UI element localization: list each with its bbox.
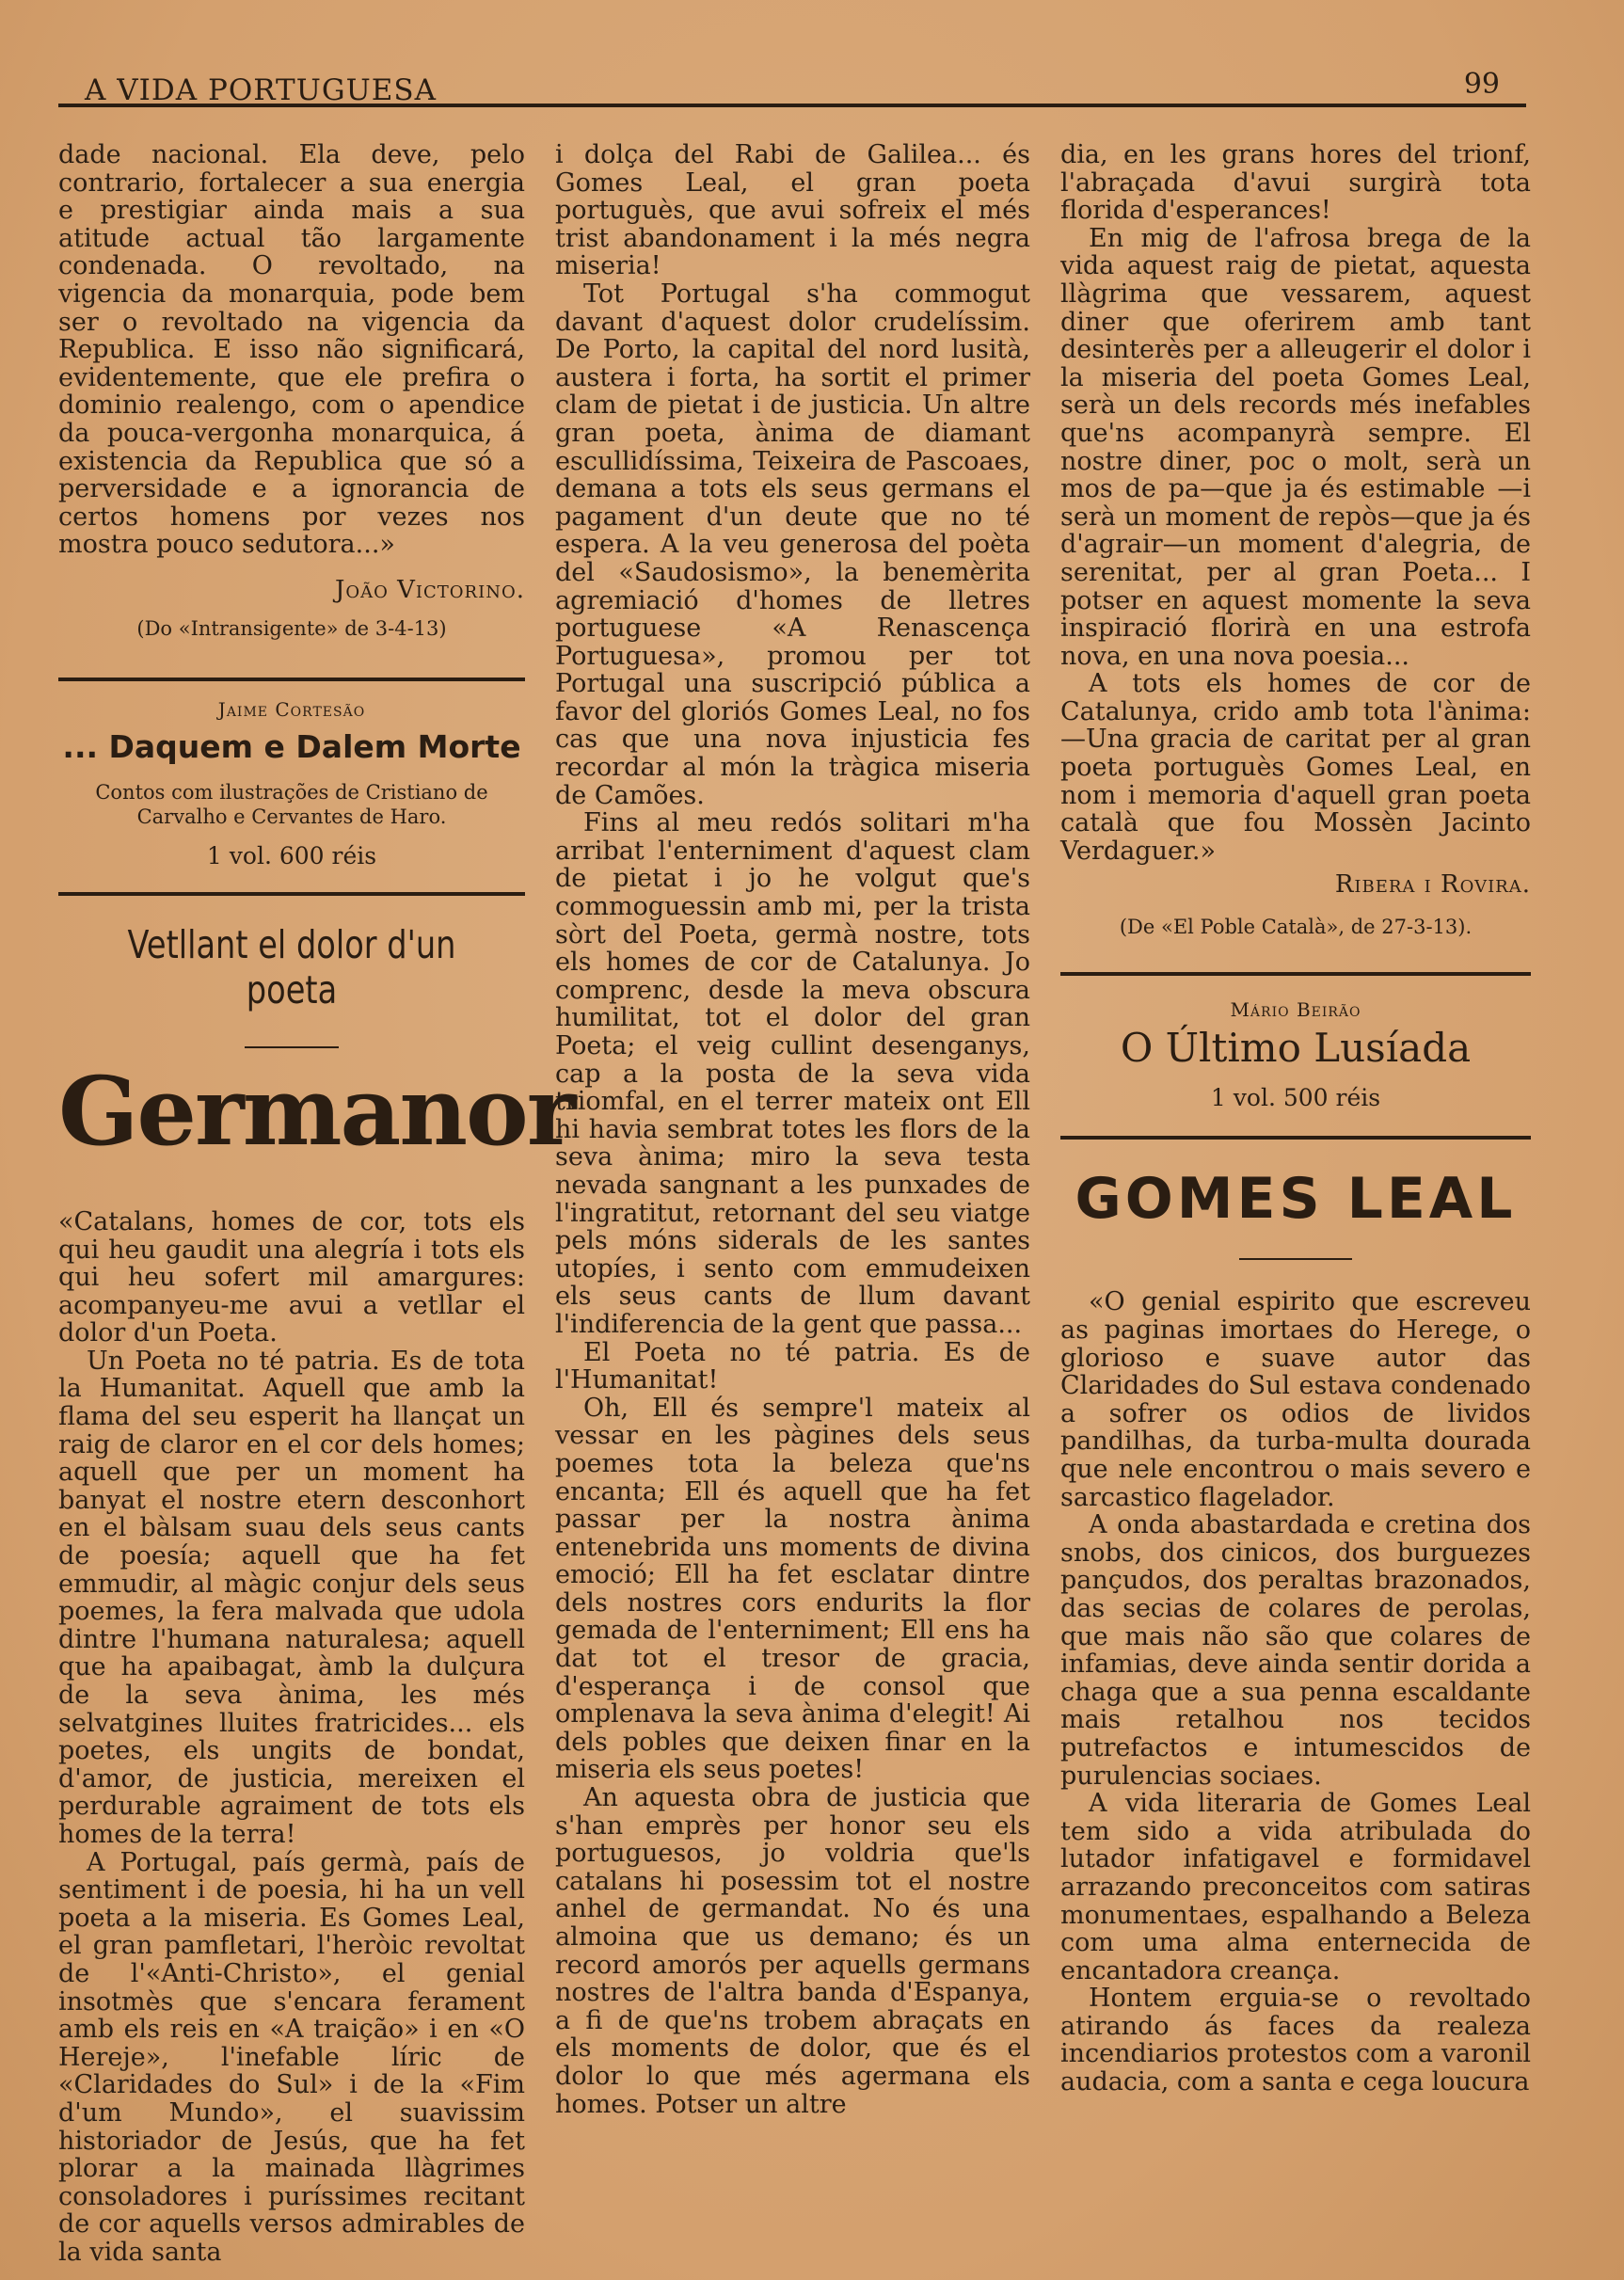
ad-book-title: O Último Lusíada [1120, 1025, 1472, 1072]
ad-price: 1 vol. 500 réis [1210, 1084, 1381, 1112]
divider [1060, 972, 1531, 976]
article-title: Germanor [58, 1055, 575, 1167]
source-note: (De «El Poble Català», de 27-3-13). [1119, 916, 1473, 939]
article-continuation: dade nacional. Ela deve, pelo contrario, fortalecer a sua energia e prestigiar ainda mais a sua atitude actual tão largamente condenada. O revoltado, na vigencia da monarquia, pode bem ser o revoltado na vigencia da Republica. E isso não significará, evidentemente, que ele prefira o dominio realengo, com o apendice da pouca-vergonha monarquica, á existencia da Republica que só a perversidade e a ignorancia de certos homens por vezes nos mostra pouco sedutora...» [58, 140, 525, 560]
source-note: (Do «Intransigente» de 3-4-13) [136, 616, 447, 640]
divider [1060, 1136, 1531, 1140]
magazine-title: A VIDA PORTUGUESA [85, 73, 437, 107]
page-header [58, 70, 1526, 107]
paragraph: Tot Portugal s'ha commogut davant d'aquest dolor crudelíssim. De Porto, la capital del nord lusità, austera i forta, ha sortit el primer clam de pietat i de justicia. Un altre gran poeta, ànima de diamant escullidíssima, Teixeira de Pascoaes, demana a tots els seus germans el pagament d'un deute que no té espera. A la veu generosa del poèta del «Saudosismo», la benemèrita agremiació d'homes de lletres portuguese «A Renascença Portuguesa», promou per tot Portugal una suscripció pública a favor del gloriós Gomes Leal, no fos cas que una nova injusticia fes recordar al món la tràgica miseria de Camões. [555, 279, 1030, 810]
paragraph: An aquesta obra de justicia que s'han emprès per honor seu els portuguesos, jo voldria que'ls catalans hi posessim tot el nostre anhel de germandat. No és una almoina que us demano; és un record amorós per aquells germans nostres de l'altra banda d'Espanya, a fi de que'ns trobem abraçats en els moments de dolor, que és el dolor lo que més agermana els homes. Potser un altre [555, 1783, 1030, 2119]
paragraph: A vida literaria de Gomes Leal tem sido a vida atribulada do lutador infatigavel e formidavel arrazando preconceitos com satiras monumentaes, espalhando a Beleza com uma alma enternecida de encantadora creança. [1060, 1789, 1531, 1985]
signature: Ribera i Rovira. [1334, 870, 1531, 900]
paragraph: Hontem erguia-se o revoltado atirando ás faces da realeza incendiarios protestos com a varonil audacia, com a santa e cega loucura [1060, 1984, 1531, 2097]
column-1 [58, 140, 575, 2267]
divider [58, 678, 525, 681]
article-title: GOMES LEAL [1075, 1166, 1517, 1233]
column-3 [1060, 141, 1531, 2097]
paragraph: El Poeta no té patria. Es de l'Humanitat! [555, 1337, 1030, 1395]
paragraph: dia, en les grans hores del trionf, l'abraçada d'avui surgirà tota florida d'esperances! [1060, 140, 1531, 226]
ad-book-title: ... Daquem e Dalem Morte [62, 727, 521, 765]
ad-author: Jaime Cortesão [217, 697, 366, 721]
column-2 [555, 141, 1030, 2118]
paragraph: Un Poeta no té patria. Es de tota la Humanitat. Aquell que amb la flama del seu esperit ha llançat un raig de claror en el cor dels homes; aquell que per un moment ha banyat el nostre etern desconhort en el bàlsam suau dels seus cants de poesía; aquell que ha fet emmudir, al màgic conjur dels seus poemes, la fera malvada que udola dintre l'humana naturalesa; aquell que ha apaibagat, àmb la dulçura de la seva ànima, les més selvatgines lluites fratricides... els poetes, els ungits de bondat, d'amor, de justicia, mereixen el perdurable agraiment de tots els homes de la terra! [58, 1346, 525, 1849]
paragraph: Fins al meu redós solitari m'ha arribat l'enterniment d'aquest clam de pietat i jo he volgut que's commoguessin amb mi, per la trista sòrt del Poeta, germà nostre, tots els homes de cor de Catalunya. Jo comprenc, desde la meva obscura humilitat, tot el dolor del gran Poeta; el veig cullint desenganys, cap a la posta de la seva vida triomfal, en el terrer mateix ont Ell hi havia sembrat totes les flors de la seva ànima; miro la seva testa nevada sangnant a les punxades de l'ingratitut, retornant del seu viatge pels móns siderals de les santes utopíes, i sento com emmudeixen els seus cants de llum davant l'indiferencia de la gent que passa... [555, 808, 1030, 1339]
paragraph: Oh, Ell és sempre'l mateix al vessar en les pàgines dels seus poemes tota la beleza que'ns encanta; Ell és aquell que ha fet passar per la nostra ànima entenebrida uns moments de divina emoció; Ell ha fet esclatar dintre dels nostres cors endurits la flor gemada de l'enterniment; Ell ens ha dat tot el tresor de gracia, d'esperança i de consol que omplenava la seva ànima d'elegit! Ai dels pobles que deixen finar en la miseria els seus poetes! [555, 1393, 1030, 1785]
ad-price: 1 vol. 600 réis [206, 841, 377, 869]
paragraph: En mig de l'afrosa brega de la vida aquest raig de pietat, aquesta llàgrima que vessarem, aquest diner que oferirem amb tant desinterès per a alleugerir el dolor i la miseria del poeta Gomes Leal, serà un dels records més inefables que'ns acompanyrà sempre. El nostre diner, poc o molt, serà un mos de pa—que ja és estimable —i serà un moment de repòs—que ja és d'agrair—un moment d'alegria, de serenitat, per al gran Poeta... I potser en aquest momente la seva inspiració florirà en una estrofa nova, en una nova poesia... [1060, 223, 1531, 671]
paragraph: «Catalans, homes de cor, tots els qui heu gaudit una alegría i tots els qui heu sofert mil amargures: acompanyeu-me avui a vetllar el dolor d'un Poeta. [58, 1206, 525, 1348]
short-divider [245, 1046, 339, 1048]
ad-description: Contos com ilustrações de Cristiano de Carvalho e Cervantes de Haro. [95, 780, 488, 828]
paragraph: A Portugal, país germà, país de sentiment i de poesia, hi ha un vell poeta a la miseria. Es Gomes Leal, el gran pamfletari, l'heròic revoltat de l'«Anti-Christo», el genial insotmès que s'encara ferament amb els reis en «A traição» i en «O Hereje», l'inefable líric de «Claridades do Sul» i de la «Fim d'um Mundo», el suavissim historiador de Jesús, que ha fet plorar a la mainada llàgrimes consoladores i puríssimes recitant de cor aquells versos admirables de la vida santa [58, 1847, 525, 2267]
paragraph: A onda abastardada e cretina dos snobs, dos cinicos, dos burguezes pançudos, dos peraltas brazonados, das secias de colares de perolas, que mais não são que colares de infamias, deve ainda sentir dorida a chaga que a sua penna escaldante mais retalhou nos tecidos putrefactos e intumescidos de purulencias sociaes. [1060, 1510, 1531, 1791]
signature: João Victorino. [334, 575, 525, 604]
paragraph: A tots els homes de cor de Catalunya, crido amb tota l'ànima:—Una gracia de caritat per al gran poeta portuguès Gomes Leal, en nom i memoria d'aquell gran poeta català que fou Mossèn Jacinto Verdaguer.» [1060, 669, 1531, 866]
page-number: 99 [1463, 68, 1500, 101]
divider [58, 892, 525, 896]
paragraph: «O genial espirito que escreveu as paginas imortaes do Herege, o glorioso e suave autor das Claridades do Sul estava condenado a sofrer os odios de lividos pandilhas, da turba-multa dourada que nele encontrou o mais severo e sarcastico flagelador. [1060, 1287, 1531, 1512]
ad-author: Mário Beirão [1230, 998, 1361, 1022]
article-kicker: Vetllant el dolor d'un poeta [127, 921, 456, 1012]
paragraph: i dolça del Rabi de Galilea... és Gomes Leal, el gran poeta portuguès, que avui sofreix el més trist abandonament i la més negra miseria! [555, 140, 1030, 281]
